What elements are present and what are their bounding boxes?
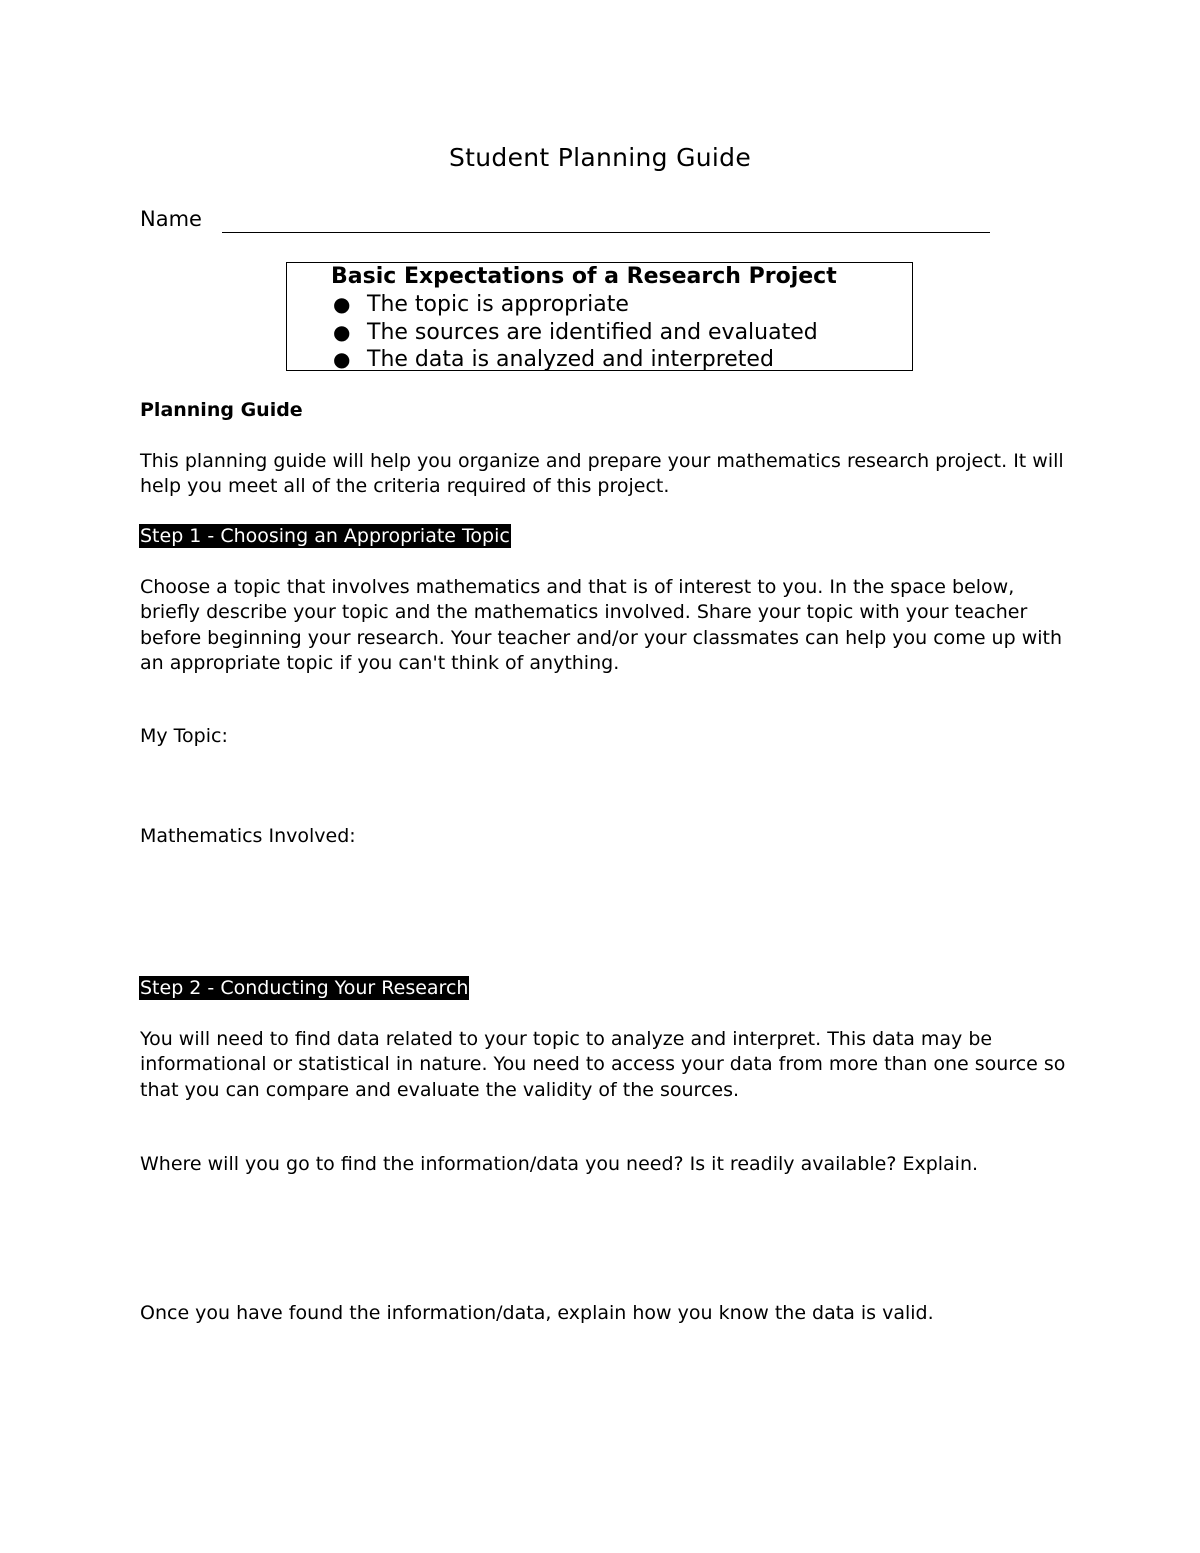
bullet-icon: ● — [333, 292, 351, 316]
step1-paragraph: Choose a topic that involves mathematics and that is of interest to you. In the space below, briefly describe your topic and the mathematics involved. Share your topic with your teacher before beginning your research. Your teacher and/or your classmates can help you come up with an appropriate topic if you can't think of anything. — [140, 576, 1063, 674]
list-item — [331, 319, 818, 347]
name-row — [140, 205, 990, 235]
name-blank-line[interactable] — [222, 232, 990, 233]
planning-guide-heading: Planning Guide — [140, 399, 303, 421]
step1-label: Step 1 - Choosing an Appropriate Topic — [140, 525, 510, 547]
name-label: Name — [140, 207, 202, 231]
planning-intro-paragraph: This planning guide will help you organize and prepare your mathematics research project. It will help you meet all of the criteria required of this project. — [140, 450, 1064, 498]
my-topic-label: My Topic: — [140, 725, 228, 747]
expectation-text: The topic is appropriate — [367, 292, 629, 317]
expectations-list — [331, 291, 818, 374]
expectations-box — [286, 262, 913, 371]
data-source-question: Where will you go to find the information/data you need? Is it readily available? Explain. — [140, 1153, 979, 1175]
expectations-title: Basic Expectations of a Research Project — [331, 264, 837, 289]
page-title: Student Planning Guide — [448, 143, 751, 172]
step2-paragraph: You will need to find data related to your topic to analyze and interpret. This data may be informational or statistical in nature. You need to access your data from more than one source so that you can compare and evaluate the validity of the sources. — [140, 1028, 1066, 1101]
expectation-text: The data is analyzed and interpreted — [367, 347, 774, 372]
data-validity-question: Once you have found the information/data, explain how you know the data is valid. — [140, 1302, 934, 1324]
list-item — [331, 291, 818, 319]
list-item — [331, 346, 818, 374]
math-involved-label: Mathematics Involved: — [140, 825, 356, 847]
bullet-icon: ● — [333, 319, 351, 344]
step2-label: Step 2 - Conducting Your Research — [140, 977, 469, 999]
bullet-icon: ● — [333, 347, 351, 371]
expectation-text: The sources are identified and evaluated — [367, 319, 818, 345]
